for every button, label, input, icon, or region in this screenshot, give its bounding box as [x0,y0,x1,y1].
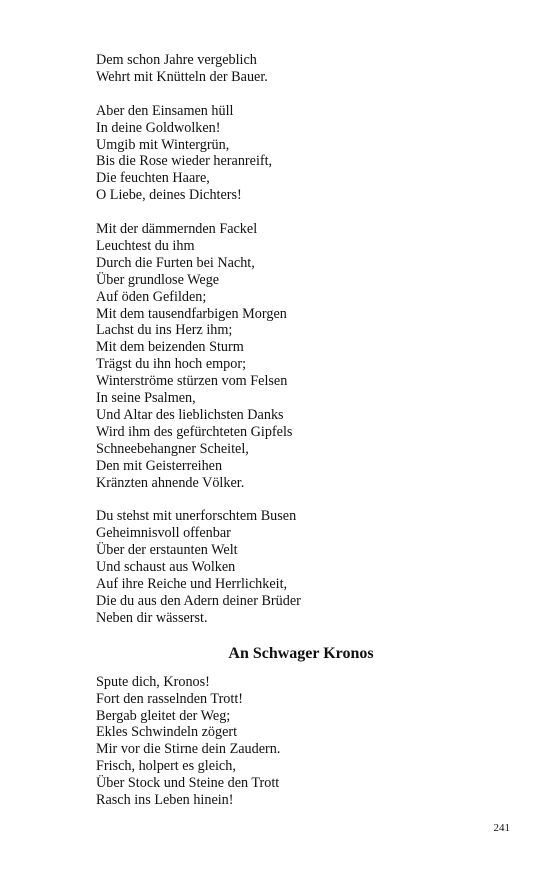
poem-line: Bis die Rose wieder heranreift, [96,153,273,170]
poem-line: Mir vor die Stirne dein Zaudern. [96,741,281,758]
poem-line: Schneebehangner Scheitel, [96,440,249,457]
page-number: 241 [493,822,510,834]
poem-line: Auf ihre Reiche und Herrlichkeit, [96,576,288,593]
poem-line: Mit dem tausendfarbigen Morgen [96,305,287,322]
poem-line: Winterströme stürzen vom Felsen [96,373,288,390]
poem-line: In deine Goldwolken! [96,119,221,136]
stanza [96,52,516,86]
poem-line: Trägst du ihn hoch empor; [96,356,247,373]
poem-line: Den mit Geisterreihen [96,457,223,474]
poem-text [96,52,516,809]
poem-line: Wehrt mit Knütteln der Bauer. [96,68,268,85]
poem-line: O Liebe, deines Dichters! [96,187,242,204]
poem-line: Fort den rasselnden Trott! [96,690,243,707]
poem-line: Über grundlose Wege [96,271,220,288]
poem-line: Aber den Einsamen hüll [96,102,234,119]
stanza [96,674,516,809]
poem-line: Du stehst mit unerforschtem Busen [96,508,297,525]
stanza [96,508,516,626]
poem-line: Spute dich, Kronos! [96,673,210,690]
poem-line: Bergab gleitet der Weg; [96,707,231,724]
poem-line: Über Stock und Steine den Trott [96,775,280,792]
poem-line: Ekles Schwindeln zögert [96,724,238,741]
stanzas-before-title [96,52,516,627]
poem-line: Durch die Furten bei Nacht, [96,254,255,271]
poem-line: Die du aus den Adern deiner Brüder [96,592,301,609]
poem-line: Neben dir wässerst. [96,609,208,626]
poem-line: Mit dem beizenden Sturm [96,339,244,356]
poem-line: Lachst du ins Herz ihm; [96,322,233,339]
poem-line: In seine Psalmen, [96,390,196,407]
poem-line: Über der erstaunten Welt [96,542,238,559]
poem-line: Die feuchten Haare, [96,170,210,187]
poem-line: Leuchtest du ihm [96,237,195,254]
poem-line: Und Altar des lieblichsten Danks [96,407,284,423]
poem-title: An Schwager Kronos [228,644,374,662]
poem-line: Mit der dämmernden Fackel [96,221,258,238]
poem-line: Geheimnisvoll offenbar [96,525,231,542]
stanza [96,221,516,492]
poem-line: Dem schon Jahre vergeblich [96,52,257,68]
poem-line: Kränzten ahnende Völker. [96,474,245,491]
stanzas-after-title [96,674,516,809]
poem-line: Und schaust aus Wolken [96,559,236,576]
stanza [96,103,516,204]
poem-line: Rasch ins Leben hinein! [96,792,234,809]
poem-line: Wird ihm des gefürchteten Gipfels [96,423,293,440]
poem-line: Umgib mit Wintergrün, [96,136,230,153]
poem-line: Frisch, holpert es gleich, [96,758,236,775]
poem-line: Auf öden Gefilden; [96,288,207,305]
